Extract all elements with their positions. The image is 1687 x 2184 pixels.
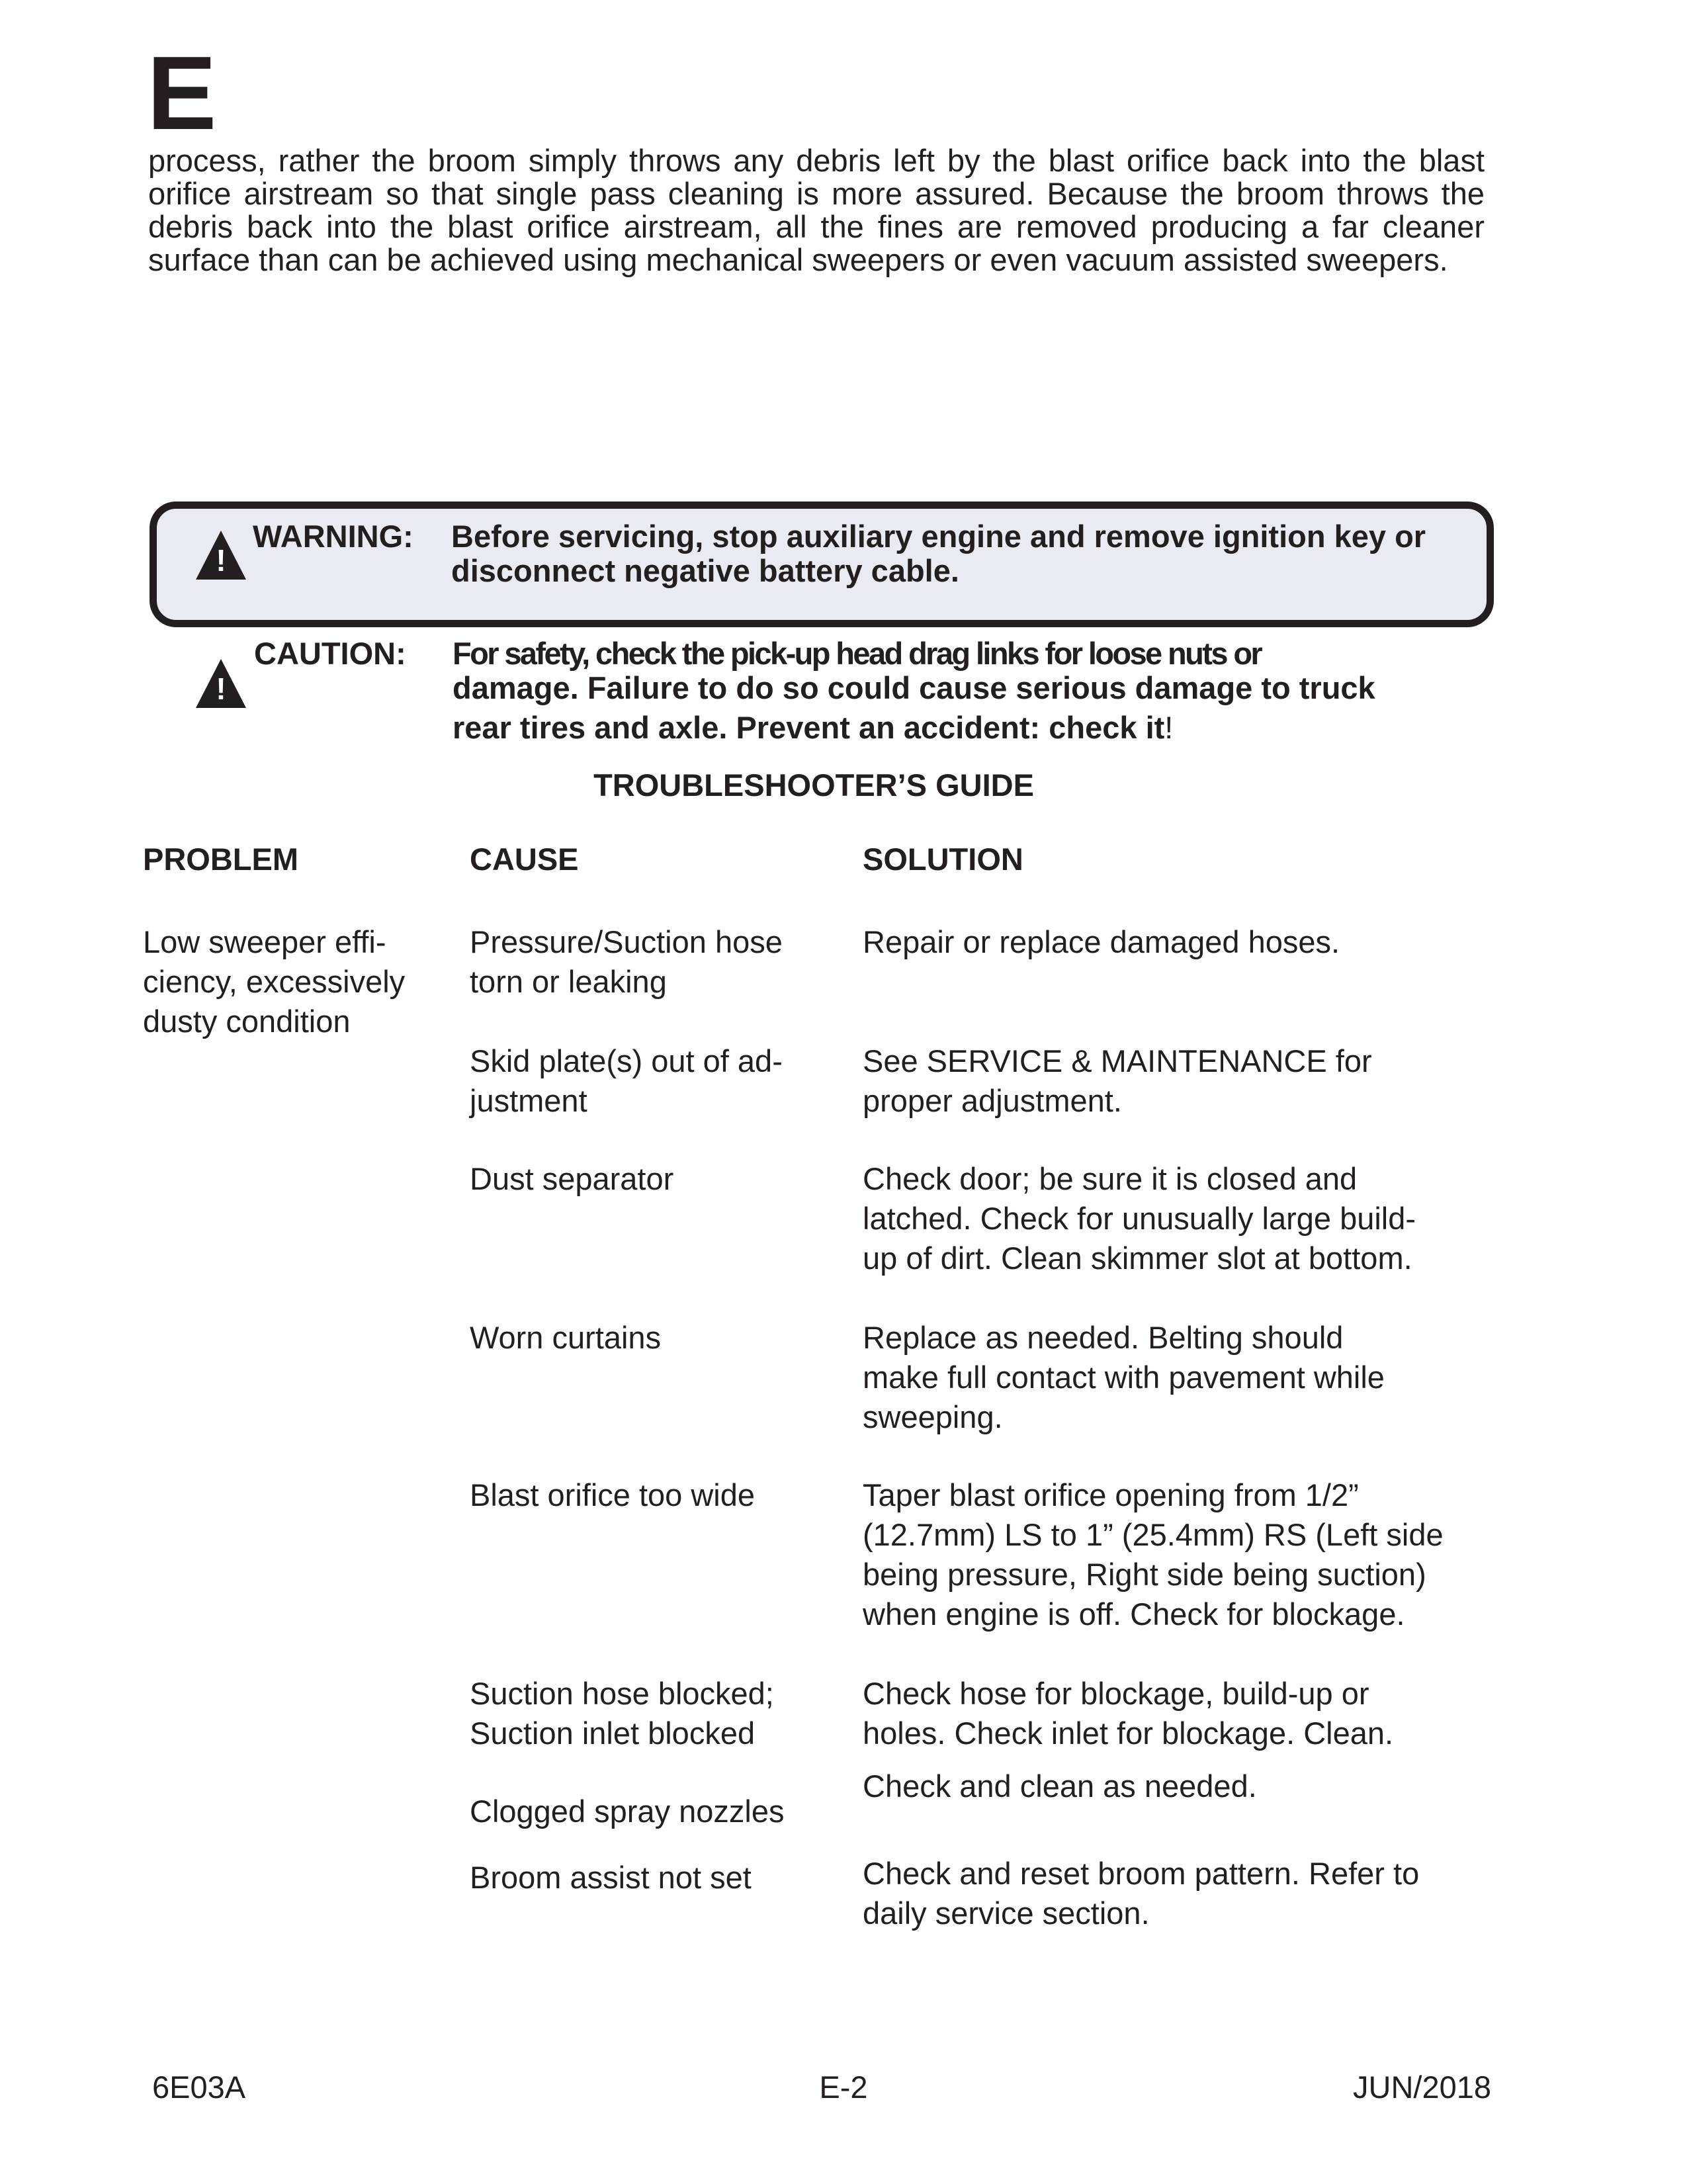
page-number: E-2 bbox=[819, 2070, 868, 2105]
cause-cell: Suction hose blocked; Suction inlet blocked bbox=[470, 1676, 774, 1751]
section-letter: E bbox=[147, 35, 217, 152]
document-code: 6E03A bbox=[152, 2070, 246, 2105]
caution-label: CAUTION: bbox=[254, 636, 406, 671]
header-solution: SOLUTION bbox=[863, 842, 1023, 877]
solution-cell: Check and clean as needed. bbox=[863, 1769, 1257, 1804]
cause-cell: Dust separator bbox=[470, 1161, 674, 1196]
solution-cell: Repair or replace damaged hoses. bbox=[863, 924, 1340, 959]
solution-cell: Check and reset broom pattern. Refer to daily service section. bbox=[863, 1856, 1420, 1931]
problem-cell: Low sweeper effi- ciency, excessively dusty condition bbox=[143, 924, 406, 1039]
revision-date: JUN/2018 bbox=[1353, 2070, 1491, 2105]
cause-cell: Clogged spray nozzles bbox=[470, 1794, 785, 1829]
warning-triangle-icon bbox=[196, 531, 246, 580]
solution-cell: Check door; be sure it is closed and latched. Check for unusually large build- up of dirt. Clean skimmer slot at bottom. bbox=[863, 1161, 1416, 1276]
caution-line-3: rear tires and axle. Prevent an accident: check it! bbox=[453, 710, 1174, 745]
cause-cell: Broom assist not set bbox=[470, 1860, 752, 1895]
header-problem: PROBLEM bbox=[143, 842, 298, 877]
cause-cell: Blast orifice too wide bbox=[470, 1477, 756, 1512]
header-cause: CAUSE bbox=[470, 842, 579, 877]
warning-label: WARNING: bbox=[253, 519, 413, 554]
caution-line-1: For safety, check the pick-up head drag links for loose nuts or bbox=[453, 636, 1262, 671]
guide-title: TROUBLESHOOTER’S GUIDE bbox=[593, 767, 1034, 803]
warning-text: Before servicing, stop auxiliary engine and remove ignition key or disconnect negative battery cable. bbox=[451, 519, 1426, 588]
caution-triangle-icon bbox=[196, 659, 246, 708]
cause-cell: Worn curtains bbox=[470, 1320, 662, 1355]
solution-cell: Check hose for blockage, build-up or holes. Check inlet for blockage. Clean. bbox=[863, 1676, 1394, 1751]
cause-cell: Pressure/Suction hose torn or leaking bbox=[470, 924, 783, 999]
exclamation-mark: ! bbox=[216, 672, 226, 706]
solution-cell: Taper blast orifice opening from 1/2” (12.7mm) LS to 1” (25.4mm) RS (Left side being pressure, Right side being suction) when engine is off. Check for blockage. bbox=[863, 1477, 1444, 1632]
caution-line-2: damage. Failure to do so could cause serious damage to truck bbox=[453, 670, 1375, 705]
solution-cell: Replace as needed. Belting should make full contact with pavement while sweeping. bbox=[863, 1320, 1385, 1434]
intro-paragraph: process, rather the broom simply throws any debris left by the blast orifice back into the blast orifice airstream so that single pass cleaning is more assured. Because the broom throws the debris back into the blast orifice airstream, all the fines are removed producing a far cleaner surface than can be achieved using mechanical sweepers or even vacuum assisted sweepers. bbox=[148, 143, 1485, 277]
solution-cell: See SERVICE & MAINTENANCE for proper adjustment. bbox=[863, 1043, 1372, 1118]
caution-text bbox=[453, 636, 1485, 745]
cause-cell: Skid plate(s) out of ad- justment bbox=[470, 1043, 783, 1118]
caution-exclamation: ! bbox=[1164, 710, 1174, 745]
exclamation-mark: ! bbox=[216, 543, 226, 578]
